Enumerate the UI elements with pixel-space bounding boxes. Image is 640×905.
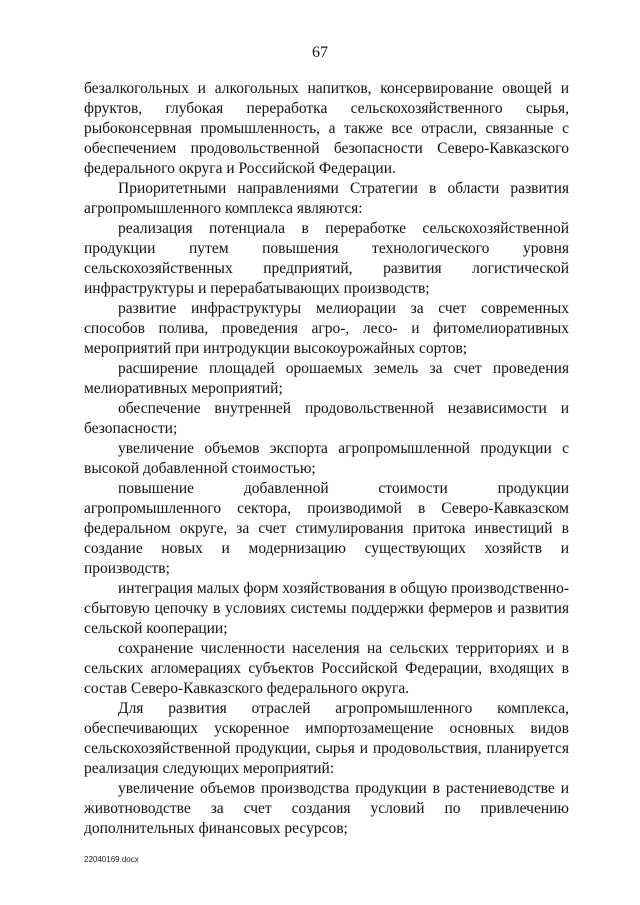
paragraph-priorities-intro: Приоритетными направлениями Стратегии в области развития агропромышленного комплекса являются: <box>84 180 569 217</box>
footer-filename: 22040169.docx <box>84 855 139 864</box>
list-item-added-value: повышение добавленной стоимости продукции агропромышленного сектора, производимой в Северо-Кавказском федеральном округе, за счет стимулирования притока инвестиций в создание новых и модернизацию существующих хозяйств и производств; <box>84 480 569 577</box>
list-item-small-farms-integration: интеграция малых форм хозяйствования в общую производственно-сбытовую цепочку в условиях системы поддержки фермеров и развития сельской кооперации; <box>84 580 569 637</box>
list-item-irrigated-land: расширение площадей орошаемых земель за счет проведения мелиоративных мероприятий; <box>84 360 569 397</box>
list-item-rural-population: сохранение численности населения на сельских территориях и в сельских агломерациях субъектов Российской Федерации, входящих в состав Северо-Кавказского федерального округа. <box>84 640 569 697</box>
list-item-export-growth: увеличение объемов экспорта агропромышленной продукции с высокой добавленной стоимостью; <box>84 440 569 477</box>
list-item-production-growth: увеличение объемов производства продукции в растениеводстве и животноводстве за счет создания условий по привлечению дополнительных финансовых ресурсов; <box>84 780 569 837</box>
list-item-food-security: обеспечение внутренней продовольственной независимости и безопасности; <box>84 400 569 437</box>
paragraph-continuation: безалкогольных и алкогольных напитков, консервирование овощей и фруктов, глубокая переработка сельскохозяйственного сырья, рыбоконсервная промышленность, а также все отрасли, связанные с обеспечением продовольственной безопасности Северо-Кавказского федерального округа и Российской Федерации. <box>84 80 569 177</box>
list-item-melioration-infrastructure: развитие инфраструктуры мелиорации за счет современных способов полива, проведения агро-, лесо- и фитомелиоративных мероприятий при интродукции высокоурожайных сортов; <box>84 300 569 357</box>
list-item-processing-potential: реализация потенциала в переработке сельскохозяйственной продукции путем повышения технологического уровня сельскохозяйственных предприятий, развития логистической инфраструктуры и перерабатывающих производств; <box>84 220 569 297</box>
document-body <box>84 79 569 839</box>
page-number: 67 <box>312 44 328 61</box>
paragraph-import-substitution: Для развития отраслей агропромышленного комплекса, обеспечивающих ускоренное импортозамещение основных видов сельскохозяйственной продукции, сырья и продовольствия, планируется реализация следующих мероприятий: <box>84 700 569 777</box>
